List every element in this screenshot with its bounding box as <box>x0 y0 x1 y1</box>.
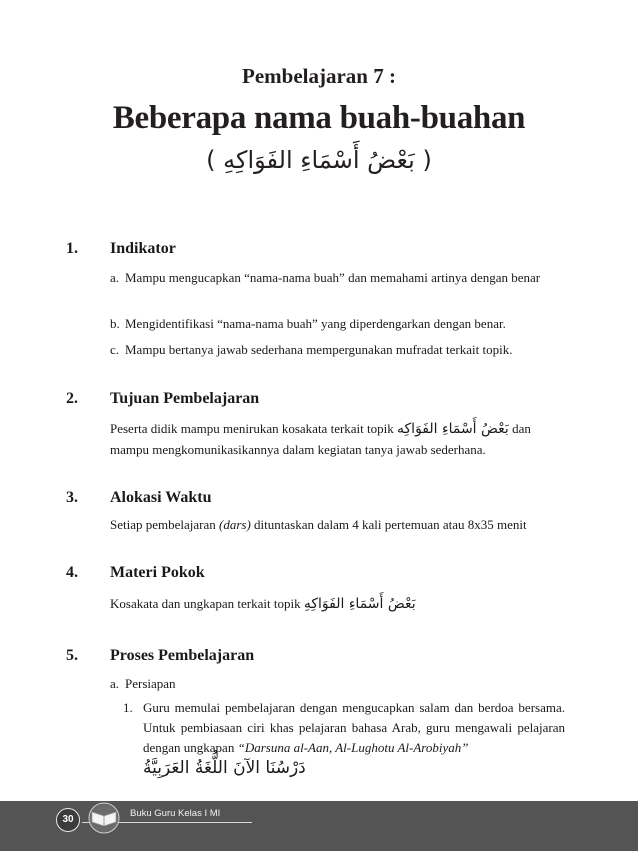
section-1-number: 1. <box>66 240 78 257</box>
alokasi-italic: (dars) <box>219 517 251 532</box>
materi-text <box>110 594 565 614</box>
step-italic: “Darsuna al-Aan, Al-Lughotu Al-Arobiyah” <box>237 740 469 755</box>
tujuan-arabic: بَعْضُ أَسْمَاءِ الفَوَاكِه <box>397 421 509 437</box>
item-marker: a. <box>110 270 120 285</box>
section-4-number: 4. <box>66 564 78 581</box>
indikator-item-a <box>110 268 565 288</box>
lesson-number: Pembelajaran 7 : <box>242 64 396 88</box>
lesson-title: Beberapa nama buah-buahan <box>112 100 526 136</box>
indikator-item-b <box>110 314 565 334</box>
arabic-title: ( بَعْضُ أَسْمَاءِ الفَوَاكِهِ ) <box>206 146 432 174</box>
step-text-main: Guru memulai pembelajaran dengan mengucapkan salam dan berdoa bersama. Untuk pembiasaan ciri khas pelajaran bahasa Arab, guru mengawali pelajaran dengan ungkapan <box>143 700 565 755</box>
section-1-title: Indikator <box>110 240 176 257</box>
tujuan-line-2: mampu mengkomunikasikannya dalam kegiatan tanya jawab sederhana. <box>110 442 486 457</box>
materi-arabic: بَعْضُ أَسْمَاءِ الفَوَاكِهِ <box>303 596 416 612</box>
alokasi-text-before: Setiap pembelajaran <box>110 517 216 532</box>
section-5-number: 5. <box>66 647 78 664</box>
item-text: Mampu bertanya jawab sederhana mempergunakan mufradat terkait topik. <box>125 342 513 357</box>
page-number: 30 <box>56 808 80 832</box>
section-3-number: 3. <box>66 489 78 506</box>
section-5-title: Proses Pembelajaran <box>110 647 255 664</box>
item-marker: c. <box>110 342 120 357</box>
tujuan-text-before: Peserta didik mampu menirukan kosakata terkait topik <box>110 421 394 436</box>
section-3-title: Alokasi Waktu <box>110 489 212 506</box>
alokasi-text <box>110 515 580 535</box>
step-marker: 1. <box>123 700 133 715</box>
section-2-number: 2. <box>66 390 78 407</box>
tujuan-text <box>110 419 565 439</box>
book-icon <box>86 802 122 839</box>
step-arabic: دَرْسُنَا الآنَ اللُّغَةُ العَرَبِيَّةُ <box>143 758 306 778</box>
alokasi-text-after: dituntaskan dalam 4 kali pertemuan atau 8x35 menit <box>254 517 527 532</box>
tujuan-text-after: dan <box>512 421 531 436</box>
proses-sub-a <box>110 674 565 694</box>
book-title: Buku Guru Kelas I MI <box>130 808 221 819</box>
item-marker: a. <box>110 676 120 691</box>
indikator-item-c <box>110 340 565 360</box>
proses-step-1 <box>123 698 565 758</box>
item-text: Mengidentifikasi “nama-nama buah” yang diperdengarkan dengan benar. <box>125 316 506 331</box>
item-text: Persiapan <box>125 676 176 691</box>
section-2-title: Tujuan Pembelajaran <box>110 390 260 407</box>
section-4-title: Materi Pokok <box>110 564 205 581</box>
item-text: Mampu mengucapkan “nama-nama buah” dan memahami artinya dengan benar <box>125 270 541 285</box>
item-marker: b. <box>110 316 120 331</box>
materi-text-before: Kosakata dan ungkapan terkait topik <box>110 596 301 611</box>
step-text <box>143 698 565 758</box>
